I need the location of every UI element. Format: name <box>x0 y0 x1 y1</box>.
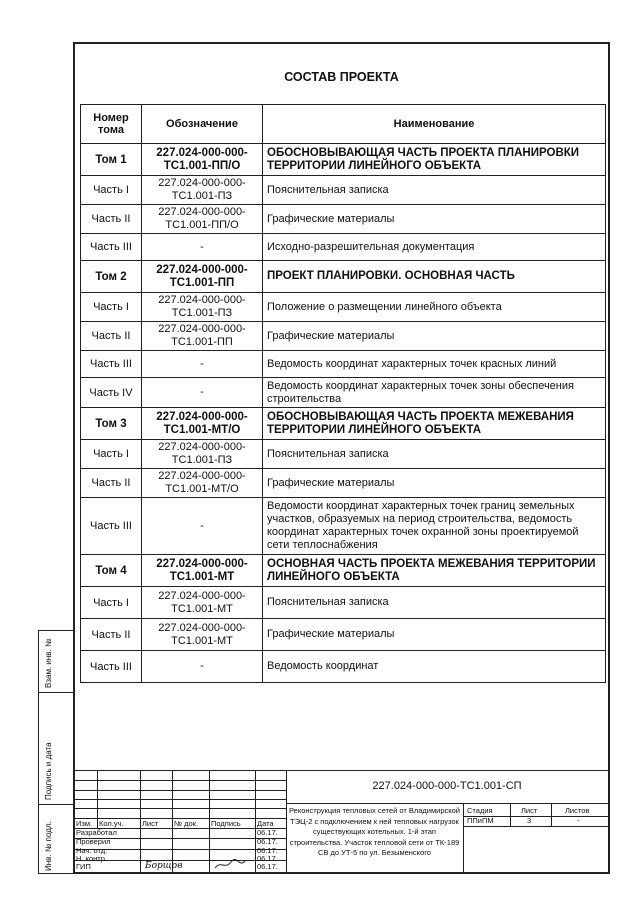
cell-vol: Часть I <box>81 587 142 619</box>
cell-code: - <box>142 378 263 408</box>
cell-vol: Том 4 <box>81 555 142 587</box>
cell-vol: Том 2 <box>81 261 142 293</box>
cell-code: 227.024-000-000-ТС1.001-ПП/О <box>142 144 263 176</box>
document-frame <box>73 42 610 874</box>
stamp-date: 06.17. <box>257 846 278 855</box>
table-row <box>81 176 606 205</box>
header-name: Наименование <box>263 105 606 144</box>
table-row <box>81 261 606 293</box>
stamp-col-header: № док. <box>174 819 199 828</box>
cell-name: Ведомость координат <box>263 651 606 683</box>
cell-vol: Часть III <box>81 234 142 261</box>
cell-code: - <box>142 498 263 555</box>
cell-vol: Часть III <box>81 351 142 378</box>
stamp-role: Проверил <box>76 837 111 846</box>
title-block <box>75 770 608 872</box>
stamp-date: 06.17. <box>257 837 278 846</box>
stamp-col-header: Кол.уч. <box>99 819 124 828</box>
cell-name: Пояснительная записка <box>263 176 606 205</box>
table-row <box>81 651 606 683</box>
cell-name: Ведомость координат характерных точек зоны обеспечения строительства <box>263 378 606 408</box>
cell-name: ОБОСНОВЫВАЮЩАЯ ЧАСТЬ ПРОЕКТА МЕЖЕВАНИЯ ТЕРРИТОРИИ ЛИНЕЙНОГО ОБЪЕКТА <box>263 408 606 440</box>
stamp-date: 06.17. <box>257 854 278 863</box>
stamp-col-header: Изм. <box>76 819 93 828</box>
cell-vol: Часть III <box>81 651 142 683</box>
side-label-inv: Инв. № подл. <box>44 821 53 871</box>
cell-name: Пояснительная записка <box>263 587 606 619</box>
cell-code: 227.024-000-000-ТС1.001-ПП <box>142 261 263 293</box>
cell-code: - <box>142 351 263 378</box>
stage-value: ППиПМ <box>467 816 494 825</box>
stamp-col-header: Лист <box>142 819 159 828</box>
side-cell-sign <box>39 693 73 805</box>
cell-name: Пояснительная записка <box>263 440 606 469</box>
cell-code: 227.024-000-000-ТС1.001-МТ/О <box>142 408 263 440</box>
table-row <box>81 498 606 555</box>
table-row <box>81 378 606 408</box>
cell-code: - <box>142 651 263 683</box>
cell-code: 227.024-000-000-ТС1.001-МТ <box>142 619 263 651</box>
table-row <box>81 322 606 351</box>
cell-code: 227.024-000-000-ТС1.001-МТ <box>142 555 263 587</box>
side-label-replace: Взам. инв. № <box>44 638 53 688</box>
cell-code: 227.024-000-000-ТС1.001-МТ <box>142 587 263 619</box>
stage-label: Стадия <box>467 806 493 815</box>
cell-vol: Часть I <box>81 440 142 469</box>
contents-table <box>80 104 606 683</box>
stamp-date: 06.17. <box>257 828 278 837</box>
side-label-sign: Подпись и дата <box>44 742 53 800</box>
stamp-role: Нач. отд. <box>76 846 108 855</box>
cell-vol: Часть II <box>81 322 142 351</box>
side-cell-replace <box>39 631 73 693</box>
cell-code: 227.024-000-000-ТС1.001-ПП/О <box>142 205 263 234</box>
sheets-label: Листов <box>565 806 590 815</box>
cell-vol: Том 3 <box>81 408 142 440</box>
document-title: СОСТАВ ПРОЕКТА <box>284 70 399 84</box>
table-row <box>81 234 606 261</box>
table-row <box>81 408 606 440</box>
cell-code: 227.024-000-000-ТС1.001-ПЗ <box>142 293 263 322</box>
cell-code: 227.024-000-000-ТС1.001-ПП <box>142 322 263 351</box>
cell-name: Графические материалы <box>263 619 606 651</box>
cell-name: Ведомость координат характерных точек красных линий <box>263 351 606 378</box>
table-row <box>81 587 606 619</box>
cell-vol: Часть I <box>81 293 142 322</box>
table-header-row <box>81 105 606 144</box>
document-code: 227.024-000-000-ТС1.001-СП <box>372 780 522 792</box>
table-row <box>81 619 606 651</box>
cell-vol: Часть II <box>81 619 142 651</box>
table-row <box>81 205 606 234</box>
cell-code: 227.024-000-000-ТС1.001-МТ/О <box>142 469 263 498</box>
sheet-label: Лист <box>521 806 538 815</box>
cell-name: ОБОСНОВЫВАЮЩАЯ ЧАСТЬ ПРОЕКТА ПЛАНИРОВКИ ТЕРРИТОРИИ ЛИНЕЙНОГО ОБЪЕКТА <box>263 144 606 176</box>
cell-name: Ведомости координат характерных точек границ земельных участков, образуемых на период строительства, ведомость координат характерных точек охранной зоны проектируемой сети теплоснабжения <box>263 498 606 555</box>
project-description: Реконструкция тепловых сетей от Владимирской ТЭЦ-2 с подключением к ней тепловых нагрузок существующих котельных. 1-й этап строительства. Участок тепловой сети от ТК-189 СВ до УТ-5 по ул. Безыменского <box>289 806 460 857</box>
cell-name: Графические материалы <box>263 469 606 498</box>
gip-signature-name: Борщов <box>145 861 183 871</box>
cell-code: - <box>142 234 263 261</box>
table-row <box>81 293 606 322</box>
cell-name: Графические материалы <box>263 322 606 351</box>
cell-name: Графические материалы <box>263 205 606 234</box>
stamp-role: Разработал <box>76 828 117 837</box>
cell-name: Исходно-разрешительная документация <box>263 234 606 261</box>
stamp-date: 06.17. <box>257 862 278 871</box>
stamp-col-header: Подпись <box>211 819 241 828</box>
cell-name: ПРОЕКТ ПЛАНИРОВКИ. ОСНОВНАЯ ЧАСТЬ <box>263 261 606 293</box>
stamp-role: Н. контр. <box>76 854 107 863</box>
cell-vol: Часть I <box>81 176 142 205</box>
table-row <box>81 555 606 587</box>
cell-vol: Часть II <box>81 205 142 234</box>
cell-name: ОСНОВНАЯ ЧАСТЬ ПРОЕКТА МЕЖЕВАНИЯ ТЕРРИТОРИИ ЛИНЕЙНОГО ОБЪЕКТА <box>263 555 606 587</box>
header-volume: Номер тома <box>81 105 142 144</box>
cell-name: Положение о размещении линейного объекта <box>263 293 606 322</box>
header-code: Обозначение <box>142 105 263 144</box>
cell-vol: Том 1 <box>81 144 142 176</box>
table-row <box>81 144 606 176</box>
stamp-role: ГИП <box>76 862 91 871</box>
stamp-col-header: Дата <box>257 819 274 828</box>
side-cell-inv <box>39 805 73 875</box>
table-row <box>81 440 606 469</box>
table-row <box>81 351 606 378</box>
sheet-value: 3 <box>527 816 532 825</box>
side-stamp <box>38 630 73 874</box>
sheets-value: - <box>577 816 580 825</box>
cell-vol: Часть II <box>81 469 142 498</box>
cell-code: 227.024-000-000-ТС1.001-ПЗ <box>142 440 263 469</box>
cell-vol: Часть IV <box>81 378 142 408</box>
table-row <box>81 469 606 498</box>
signature-mark <box>213 858 247 871</box>
cell-code: 227.024-000-000-ТС1.001-ПЗ <box>142 176 263 205</box>
cell-vol: Часть III <box>81 498 142 555</box>
